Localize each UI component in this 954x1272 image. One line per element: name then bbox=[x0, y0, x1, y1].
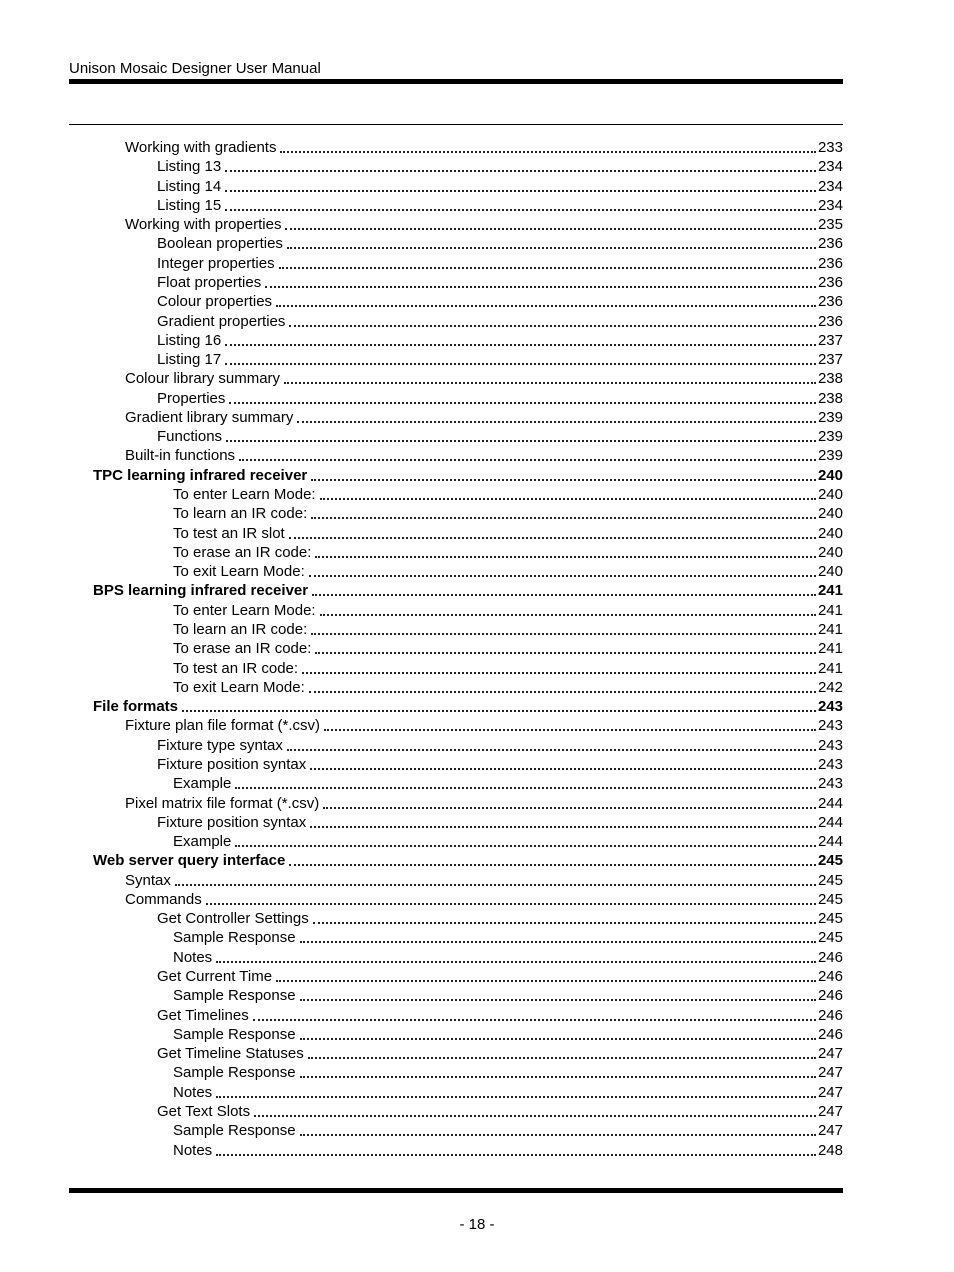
toc-entry-page-number: 246 bbox=[817, 1025, 843, 1043]
toc-entry-page-number: 245 bbox=[817, 910, 843, 928]
toc-dot-leader bbox=[285, 228, 816, 230]
toc-dot-leader bbox=[206, 903, 816, 905]
toc-entry[interactable] bbox=[157, 426, 843, 446]
toc-entry-label: To test an IR slot bbox=[173, 524, 285, 542]
toc-entry-page-number: 245 bbox=[817, 890, 843, 908]
toc-entry-page-number: 239 bbox=[817, 428, 843, 446]
toc-entry[interactable] bbox=[173, 831, 843, 851]
toc-entry-label: Get Controller Settings bbox=[157, 910, 309, 928]
footer-divider bbox=[69, 1188, 843, 1193]
header-divider bbox=[69, 79, 843, 84]
toc-dot-leader bbox=[276, 305, 816, 307]
toc-entry[interactable] bbox=[157, 291, 843, 311]
toc-entry-label: TPC learning infrared receiver bbox=[93, 466, 308, 484]
toc-entry[interactable] bbox=[157, 1101, 843, 1121]
toc-entry-label: Notes bbox=[173, 1083, 213, 1101]
toc-entry-page-number: 237 bbox=[817, 331, 843, 349]
toc-dot-leader bbox=[279, 267, 816, 269]
toc-entry-page-number: 246 bbox=[817, 968, 843, 986]
toc-entry-page-number: 240 bbox=[817, 505, 843, 523]
toc-entry-label: Sample Response bbox=[173, 987, 296, 1005]
toc-entry[interactable] bbox=[125, 715, 843, 735]
toc-entry-page-number: 241 bbox=[817, 582, 843, 600]
toc-dot-leader bbox=[300, 1134, 816, 1136]
toc-entry-page-number: 240 bbox=[817, 486, 843, 504]
toc-entry-label: Get Timeline Statuses bbox=[157, 1045, 304, 1063]
toc-entry[interactable] bbox=[157, 812, 843, 832]
toc-entry[interactable] bbox=[173, 638, 843, 658]
toc-entry[interactable] bbox=[157, 195, 843, 215]
toc-dot-leader bbox=[225, 190, 816, 192]
toc-entry-label: Colour properties bbox=[157, 293, 273, 311]
toc-entry-label: Get Text Slots bbox=[157, 1103, 251, 1120]
toc-dot-leader bbox=[225, 209, 816, 211]
toc-dot-leader bbox=[289, 537, 816, 539]
toc-entry-page-number: 247 bbox=[817, 1122, 843, 1140]
toc-entry[interactable] bbox=[173, 1024, 843, 1044]
toc-entry[interactable] bbox=[157, 754, 843, 774]
toc-entry-page-number: 242 bbox=[817, 678, 843, 696]
toc-entry-page-number: 244 bbox=[817, 794, 843, 812]
toc-entry[interactable] bbox=[173, 619, 843, 639]
toc-entry-label: Listing 13 bbox=[157, 158, 222, 176]
toc-entry-label: Colour library summary bbox=[125, 370, 281, 388]
page-number: - 18 - bbox=[459, 1216, 495, 1233]
toc-dot-leader bbox=[289, 864, 816, 866]
toc-dot-leader bbox=[216, 1096, 816, 1098]
toc-entry-page-number: 247 bbox=[817, 1064, 843, 1082]
toc-entry-page-number: 243 bbox=[817, 698, 843, 716]
toc-entry[interactable] bbox=[173, 542, 843, 562]
toc-entry[interactable] bbox=[173, 677, 843, 697]
toc-entry-label: To enter Learn Mode: bbox=[173, 601, 316, 619]
toc-entry[interactable] bbox=[125, 889, 843, 909]
toc-entry-label: To learn an IR code: bbox=[173, 621, 308, 638]
toc-entry[interactable] bbox=[125, 445, 843, 465]
toc-entry-label: BPS learning infrared receiver bbox=[93, 582, 309, 600]
toc-dot-leader bbox=[315, 652, 816, 654]
toc-entry-label: Example bbox=[173, 833, 232, 851]
toc-entry-label: Get Timelines bbox=[157, 1006, 249, 1024]
toc-entry[interactable] bbox=[125, 137, 843, 157]
toc-entry-page-number: 239 bbox=[817, 447, 843, 465]
toc-entry-label: Built-in functions bbox=[125, 447, 236, 465]
toc-entry[interactable] bbox=[125, 214, 843, 234]
toc-dot-leader bbox=[225, 344, 816, 346]
toc-entry[interactable] bbox=[157, 176, 843, 196]
toc-dot-leader bbox=[311, 479, 816, 481]
toc-top-divider bbox=[69, 124, 843, 125]
toc-dot-leader bbox=[310, 768, 816, 770]
toc-entry[interactable] bbox=[173, 947, 843, 967]
toc-entry-page-number: 238 bbox=[817, 370, 843, 388]
toc-entry-page-number: 236 bbox=[817, 254, 843, 272]
toc-entry-page-number: 236 bbox=[817, 273, 843, 291]
toc-dot-leader bbox=[175, 884, 816, 886]
toc-dot-leader bbox=[311, 633, 816, 635]
toc-entry-page-number: 243 bbox=[817, 755, 843, 773]
document-header-title: Unison Mosaic Designer User Manual bbox=[69, 60, 321, 77]
toc-entry-label: Sample Response bbox=[173, 1122, 296, 1140]
toc-entry-label: Float properties bbox=[157, 273, 262, 291]
toc-entry[interactable] bbox=[125, 368, 843, 388]
toc-entry-label: Fixture type syntax bbox=[157, 736, 283, 754]
toc-entry[interactable] bbox=[173, 1120, 843, 1140]
toc-entry[interactable] bbox=[157, 311, 843, 331]
toc-entry-page-number: 245 bbox=[817, 871, 843, 889]
toc-entry-label: To enter Learn Mode: bbox=[173, 486, 316, 504]
toc-entry[interactable] bbox=[157, 233, 843, 253]
toc-dot-leader bbox=[235, 845, 816, 847]
toc-entry[interactable] bbox=[157, 253, 843, 273]
toc-entry-page-number: 236 bbox=[817, 312, 843, 330]
toc-entry-page-number: 248 bbox=[817, 1141, 843, 1159]
toc-dot-leader bbox=[287, 247, 816, 249]
toc-entry-page-number: 233 bbox=[817, 139, 843, 156]
toc-dot-leader bbox=[312, 594, 816, 596]
toc-entry-label: Notes bbox=[173, 948, 213, 966]
toc-dot-leader bbox=[284, 382, 816, 384]
toc-entry-page-number: 245 bbox=[817, 852, 843, 870]
toc-entry-label: Listing 15 bbox=[157, 196, 222, 214]
toc-entry[interactable] bbox=[173, 523, 843, 543]
toc-entry-label: Functions bbox=[157, 428, 223, 446]
toc-entry-label: Fixture plan file format (*.csv) bbox=[125, 717, 321, 735]
toc-entry-label: Gradient properties bbox=[157, 312, 286, 330]
toc-dot-leader bbox=[300, 1076, 816, 1078]
toc-dot-leader bbox=[311, 517, 816, 519]
toc-entry-page-number: 244 bbox=[817, 833, 843, 851]
toc-entry-page-number: 234 bbox=[817, 196, 843, 214]
toc-entry[interactable] bbox=[125, 793, 843, 813]
toc-entry-page-number: 246 bbox=[817, 987, 843, 1005]
toc-entry[interactable] bbox=[173, 600, 843, 620]
toc-dot-leader bbox=[323, 807, 816, 809]
toc-entry-label: To test an IR code: bbox=[173, 659, 299, 677]
toc-entry-page-number: 240 bbox=[817, 563, 843, 581]
toc-entry-label: Sample Response bbox=[173, 929, 296, 947]
toc-entry-label: To erase an IR code: bbox=[173, 543, 312, 561]
toc-entry-label: Working with properties bbox=[125, 216, 282, 234]
toc-entry[interactable] bbox=[157, 156, 843, 176]
toc-entry-page-number: 235 bbox=[817, 216, 843, 234]
toc-entry[interactable] bbox=[93, 580, 843, 600]
toc-entry-page-number: 236 bbox=[817, 293, 843, 311]
toc-entry-label: Listing 14 bbox=[157, 177, 222, 195]
toc-entry-page-number: 246 bbox=[817, 948, 843, 966]
toc-dot-leader bbox=[287, 749, 816, 751]
toc-entry[interactable] bbox=[173, 1140, 843, 1160]
toc-dot-leader bbox=[300, 999, 816, 1001]
toc-dot-leader bbox=[302, 672, 816, 674]
toc-entry[interactable] bbox=[93, 696, 843, 716]
toc-entry-label: Gradient library summary bbox=[125, 408, 294, 426]
toc-entry-page-number: 247 bbox=[817, 1083, 843, 1101]
toc-entry-page-number: 241 bbox=[817, 640, 843, 658]
toc-entry-label: To erase an IR code: bbox=[173, 640, 312, 658]
toc-entry-page-number: 247 bbox=[817, 1103, 843, 1120]
toc-entry-page-number: 243 bbox=[817, 717, 843, 735]
toc-entry-label: Pixel matrix file format (*.csv) bbox=[125, 794, 320, 812]
toc-dot-leader bbox=[239, 459, 816, 461]
toc-entry[interactable] bbox=[125, 870, 843, 890]
toc-dot-leader bbox=[216, 961, 816, 963]
toc-dot-leader bbox=[235, 787, 816, 789]
toc-dot-leader bbox=[265, 286, 816, 288]
toc-entry[interactable] bbox=[173, 985, 843, 1005]
toc-dot-leader bbox=[276, 980, 816, 982]
toc-dot-leader bbox=[280, 151, 816, 153]
toc-dot-leader bbox=[253, 1019, 816, 1021]
toc-entry-page-number: 241 bbox=[817, 601, 843, 619]
toc-dot-leader bbox=[315, 556, 816, 558]
toc-entry-page-number: 237 bbox=[817, 351, 843, 369]
toc-dot-leader bbox=[225, 363, 816, 365]
toc-dot-leader bbox=[300, 1038, 816, 1040]
toc-dot-leader bbox=[324, 729, 816, 731]
toc-entry-label: File formats bbox=[93, 698, 179, 716]
toc-entry-page-number: 234 bbox=[817, 177, 843, 195]
toc-entry-label: Web server query interface bbox=[93, 852, 286, 870]
toc-dot-leader bbox=[309, 691, 816, 693]
toc-entry-page-number: 240 bbox=[817, 466, 843, 484]
toc-dot-leader bbox=[308, 1057, 816, 1059]
toc-entry-label: Notes bbox=[173, 1141, 213, 1159]
toc-entry-label: Example bbox=[173, 775, 232, 793]
toc-entry-page-number: 243 bbox=[817, 775, 843, 793]
toc-entry-page-number: 238 bbox=[817, 389, 843, 407]
toc-dot-leader bbox=[182, 710, 816, 712]
toc-entry[interactable] bbox=[157, 908, 843, 928]
toc-dot-leader bbox=[229, 402, 816, 404]
toc-entry-page-number: 247 bbox=[817, 1045, 843, 1063]
toc-entry-label: Properties bbox=[157, 389, 226, 407]
toc-entry[interactable] bbox=[157, 966, 843, 986]
toc-entry[interactable] bbox=[173, 561, 843, 581]
toc-entry[interactable] bbox=[173, 773, 843, 793]
toc-entry[interactable] bbox=[173, 503, 843, 523]
toc-dot-leader bbox=[310, 826, 816, 828]
toc-entry-label: Fixture position syntax bbox=[157, 755, 307, 773]
toc-entry-label: Commands bbox=[125, 890, 202, 908]
toc-entry-label: Integer properties bbox=[157, 254, 275, 272]
toc-entry[interactable] bbox=[157, 330, 843, 350]
toc-entry[interactable] bbox=[173, 484, 843, 504]
toc-entry-label: To exit Learn Mode: bbox=[173, 563, 305, 581]
toc-entry[interactable] bbox=[173, 658, 843, 678]
toc-entry[interactable] bbox=[173, 1062, 843, 1082]
toc-entry-page-number: 234 bbox=[817, 158, 843, 176]
toc-entry-label: Listing 16 bbox=[157, 331, 222, 349]
toc-entry-label: Get Current Time bbox=[157, 968, 273, 986]
toc-entry-label: To learn an IR code: bbox=[173, 505, 308, 523]
toc-entry[interactable] bbox=[157, 272, 843, 292]
toc-dot-leader bbox=[225, 170, 816, 172]
toc-entry-page-number: 246 bbox=[817, 1006, 843, 1024]
toc-dot-leader bbox=[216, 1154, 816, 1156]
toc-entry[interactable] bbox=[157, 388, 843, 408]
toc-dot-leader bbox=[309, 575, 816, 577]
toc-entry-label: Listing 17 bbox=[157, 351, 222, 369]
toc-entry-page-number: 241 bbox=[817, 621, 843, 638]
toc-entry-page-number: 243 bbox=[817, 736, 843, 754]
toc-entry-page-number: 245 bbox=[817, 929, 843, 947]
toc-entry-label: Working with gradients bbox=[125, 139, 277, 156]
toc-dot-leader bbox=[289, 325, 816, 327]
toc-entry[interactable] bbox=[157, 349, 843, 369]
toc-entry-label: Syntax bbox=[125, 871, 171, 889]
toc-entry[interactable] bbox=[93, 850, 843, 870]
toc-entry[interactable] bbox=[157, 1005, 843, 1025]
toc-entry-page-number: 239 bbox=[817, 408, 843, 426]
toc-dot-leader bbox=[320, 614, 816, 616]
toc-entry-page-number: 240 bbox=[817, 543, 843, 561]
toc-entry[interactable] bbox=[173, 1082, 843, 1102]
toc-entry[interactable] bbox=[173, 927, 843, 947]
toc-entry[interactable] bbox=[93, 465, 843, 485]
toc-dot-leader bbox=[320, 498, 816, 500]
toc-entry-page-number: 240 bbox=[817, 524, 843, 542]
toc-entry-label: Boolean properties bbox=[157, 235, 283, 253]
toc-entry-label: Fixture position syntax bbox=[157, 813, 307, 831]
toc-entry[interactable] bbox=[125, 407, 843, 427]
toc-entry[interactable] bbox=[157, 1043, 843, 1063]
toc-entry-page-number: 244 bbox=[817, 813, 843, 831]
toc-entry-label: To exit Learn Mode: bbox=[173, 678, 305, 696]
toc-dot-leader bbox=[300, 941, 816, 943]
toc-entry[interactable] bbox=[157, 735, 843, 755]
toc-entry-page-number: 241 bbox=[817, 659, 843, 677]
toc-entry-page-number: 236 bbox=[817, 235, 843, 253]
toc-entry-label: Sample Response bbox=[173, 1064, 296, 1082]
toc-dot-leader bbox=[297, 421, 816, 423]
toc-dot-leader bbox=[313, 922, 816, 924]
toc-entry-label: Sample Response bbox=[173, 1025, 296, 1043]
toc-dot-leader bbox=[254, 1115, 816, 1117]
toc-dot-leader bbox=[226, 440, 816, 442]
